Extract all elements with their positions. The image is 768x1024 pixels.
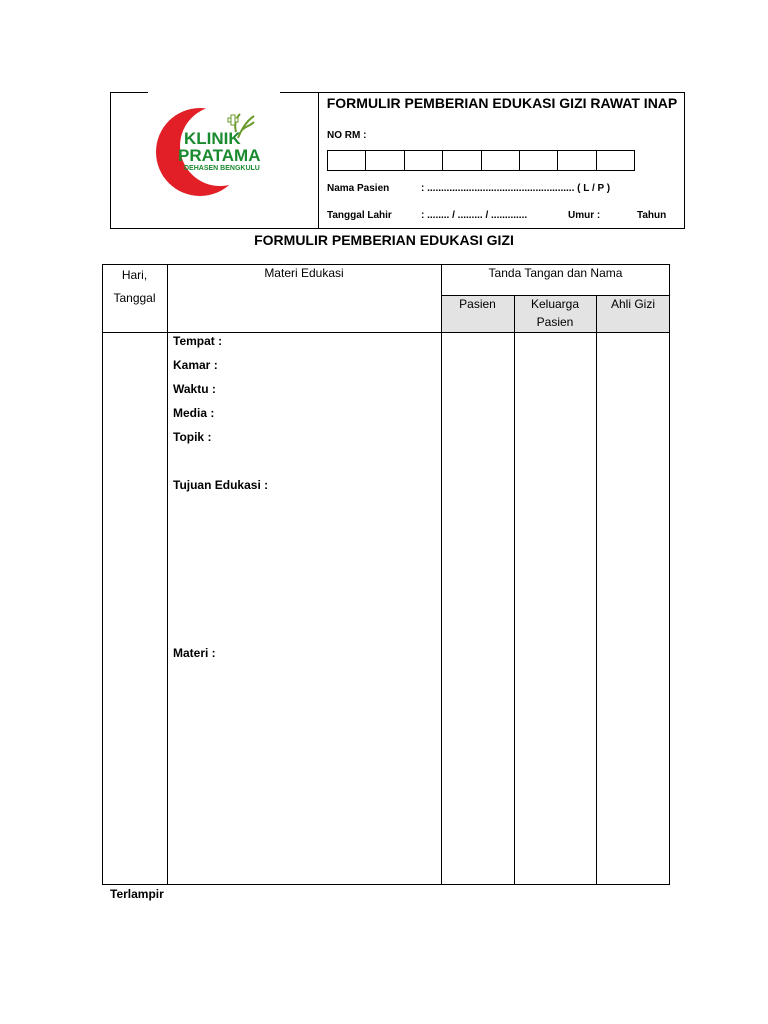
- rm-digit-box[interactable]: [404, 150, 442, 171]
- rm-digit-box[interactable]: [481, 150, 519, 171]
- rm-digit-box[interactable]: [519, 150, 557, 171]
- header-bottom-line: [102, 332, 670, 333]
- logo-line3: DEHASEN BENGKULU: [184, 165, 260, 172]
- col-line-1: [167, 264, 168, 885]
- main-title: FORMULIR PEMBERIAN EDUKASI GIZI: [254, 232, 514, 248]
- umur-label: Umur :: [568, 210, 601, 221]
- field-tempat: Tempat :: [173, 334, 223, 348]
- rm-digit-box[interactable]: [442, 150, 480, 171]
- col-line-4: [596, 295, 597, 885]
- col-header-tanggal: Tanggal: [113, 291, 156, 305]
- rm-number-boxes[interactable]: [327, 150, 635, 171]
- tanggal-lahir-label: Tanggal Lahir: [327, 210, 392, 221]
- rm-digit-box[interactable]: [557, 150, 595, 171]
- field-tujuan: Tujuan Edukasi :: [173, 478, 269, 492]
- col-line-2: [441, 264, 442, 885]
- rm-digit-box[interactable]: [365, 150, 403, 171]
- field-media: Media :: [173, 406, 215, 420]
- col-line-3: [514, 295, 515, 885]
- logo-line2: PRATAMA: [178, 146, 261, 165]
- form-title: FORMULIR PEMBERIAN EDUKASI GIZI RAWAT INAP: [326, 95, 678, 111]
- subheader-ahli-gizi: Ahli Gizi: [610, 297, 655, 311]
- field-kamar: Kamar :: [173, 358, 218, 372]
- rm-digit-box[interactable]: [327, 150, 365, 171]
- education-table: [102, 264, 670, 885]
- header-border-gap: [148, 90, 280, 94]
- field-materi: Materi :: [173, 646, 216, 660]
- no-rm-label: NO RM :: [327, 130, 367, 141]
- header-divider: [318, 92, 319, 229]
- nama-pasien-label: Nama Pasien: [327, 183, 390, 194]
- tahun-label: Tahun: [637, 210, 667, 221]
- col-header-materi: Materi Edukasi: [264, 266, 344, 280]
- subheader-keluarga-pasien: Pasien: [536, 315, 574, 329]
- subheader-pasien: Pasien: [459, 297, 496, 311]
- terlampir-note: Terlampir: [110, 887, 164, 901]
- clinic-logo: [150, 100, 290, 200]
- field-topik: Topik :: [173, 430, 212, 444]
- col-header-hari: Hari,: [121, 268, 148, 282]
- nama-pasien-field[interactable]: : ..................................................... ( L / P ): [421, 183, 611, 194]
- col-header-ttd: Tanda Tangan dan Nama: [488, 266, 623, 280]
- rm-digit-box[interactable]: [596, 150, 635, 171]
- logo-line1: KLINIK: [184, 129, 241, 148]
- tanggal-lahir-field[interactable]: : ........ / ......... / .............: [421, 210, 528, 221]
- subheader-keluarga: Keluarga: [530, 297, 580, 311]
- field-waktu: Waktu :: [173, 382, 216, 396]
